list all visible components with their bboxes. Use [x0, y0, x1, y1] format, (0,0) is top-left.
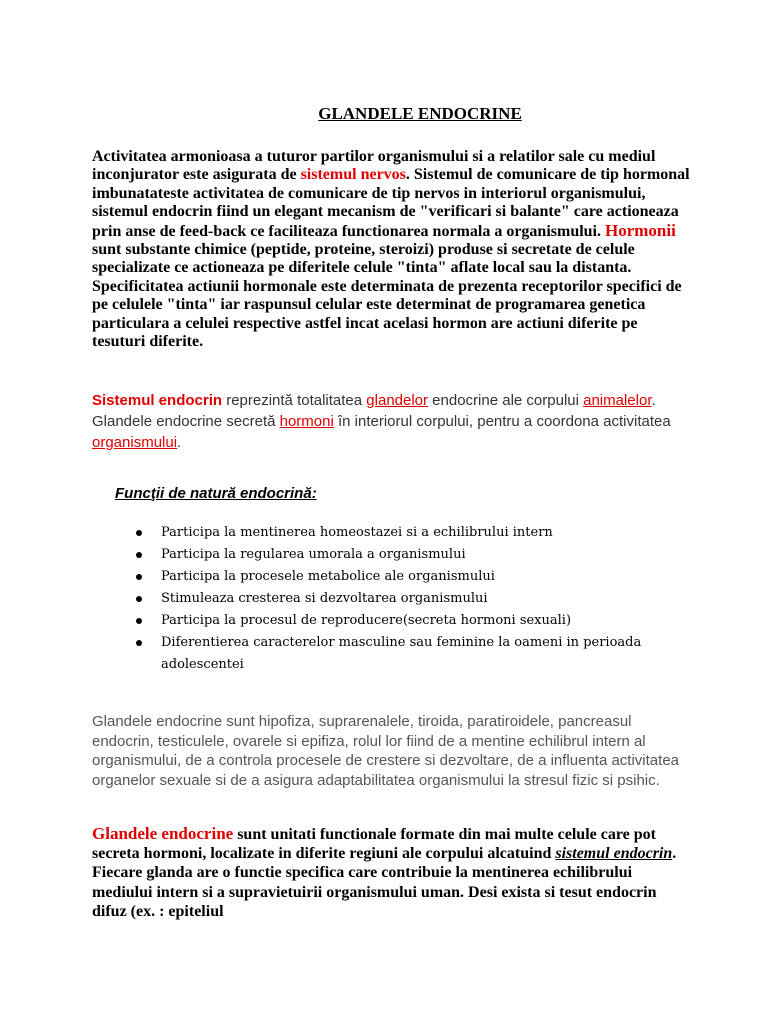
endocrine-text-1: reprezintă totalitatea: [222, 392, 367, 409]
intro-paragraph: [92, 148, 692, 351]
intro-text-2: . Sistemul de comunicare de tip hormonal imbunatateste activitatea de comunicare de tip nervos in interiorul organismului, sistemul endocrin fiind un elegant mecanism de "verificari si balante" care actioneaza prin anse de feed-back ce faciliteaza functionarea normala a organismului.: [92, 166, 690, 240]
glands-list-paragraph: Glandele endocrine sunt hipofiza, suprarenalele, tiroida, paratiroidele, pancreasul endocrin, testiculele, ovarele si epifiza, rolul lor fiind de a mentine echilibrul intern al organismului, de a controla procesele de crestere si dezvoltare, de a influenta activitatea organelor sexuale si de a asigura adaptabilitatea organismului la stresul fizic si psihic.: [92, 713, 679, 789]
organism-link[interactable]: organismului: [92, 434, 178, 451]
list-item: Stimuleaza cresterea si dezvoltarea organismului: [134, 588, 694, 610]
endocrine-system-term: Sistemul endocrin: [92, 392, 223, 409]
animals-link[interactable]: animalelor: [583, 392, 652, 409]
endocrine-system-paragraph: [92, 390, 672, 453]
endocrine-text-5: .: [177, 434, 182, 451]
definition-text-1: sunt unitati functionale formate din mai multe celule care pot secreta hormoni, localizate in diferite regiuni ale corpului alcatuind: [92, 826, 656, 863]
endocrine-text-4: în interiorul corpului, pentru a coordona activitatea: [333, 413, 671, 430]
glands-link[interactable]: glandelor: [366, 392, 429, 409]
functions-list: [134, 522, 694, 676]
list-item: Participa la regularea umorala a organismului: [134, 544, 694, 566]
list-item: Participa la procesul de reproducere(secreta hormoni sexuali): [134, 610, 694, 632]
endocrine-system-emphasis: sistemul endocrin: [555, 845, 673, 863]
definition-text-2: . Fiecare glanda are o functie specifica care contribuie la mentinerea echilibrului mediului intern si a supravietuirii organismului uman. Desi exista si tesut endocrin difuz (ex. : epiteliul: [92, 845, 677, 920]
endocrine-text-2: endocrine ale corpului: [428, 392, 584, 409]
functions-heading: Funcţii de natură endocrină:: [115, 485, 317, 502]
hormones-link[interactable]: hormoni: [279, 413, 334, 430]
endocrine-glands-term: Glandele endocrine: [92, 824, 234, 843]
list-item: Participa la procesele metabolice ale organismului: [134, 566, 694, 588]
page-title: GLANDELE ENDOCRINE: [318, 104, 522, 123]
intro-text-3: sunt substante chimice (peptide, proteine, steroizi) produse si secretate de celule specializate ce actioneaza pe diferitele celule "tinta" aflate local sau la distanta. Specificitatea actiunii hormonale este determinata de prezenta receptorilor specifici de pe celulele "tinta" iar raspunsul celular este determinat de programarea genetica particulara a celulei respective astfel incat acelasi hormon are actiuni diferite pe tesuturi diferite.: [92, 241, 682, 351]
nervous-system-term: sistemul nervos: [300, 166, 406, 184]
glands-definition-paragraph: [92, 824, 692, 921]
intro-text-1: Activitatea armonioasa a tuturor partilor organismului si a relatilor sale cu mediul inconjurator este asigurata de: [92, 148, 656, 184]
list-item: Participa la mentinerea homeostazei si a echilibrului intern: [134, 522, 694, 544]
list-item: Diferentierea caracterelor masculine sau feminine la oameni in perioada adolescentei: [134, 632, 694, 676]
endocrine-text-3: . Glandele endocrine secretă: [92, 392, 656, 430]
hormones-term: Hormonii: [605, 220, 676, 240]
